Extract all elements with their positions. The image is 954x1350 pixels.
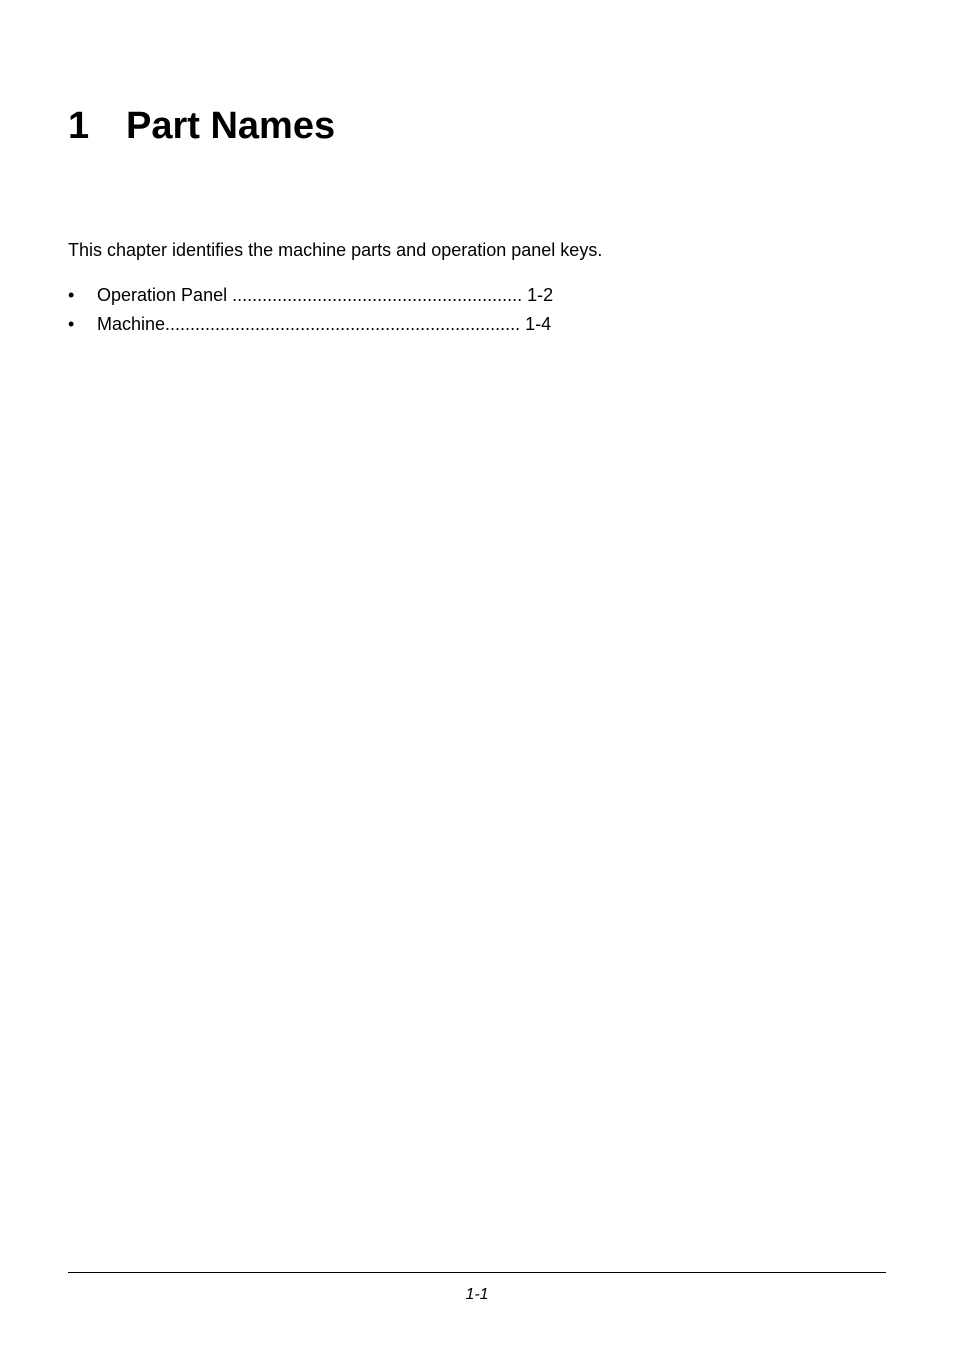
chapter-intro-text: This chapter identifies the machine parts and operation panel keys. (68, 240, 603, 260)
chapter-contents-list (68, 283, 553, 341)
toc-item-machine (68, 312, 553, 341)
bullet-icon: • (68, 314, 75, 334)
chapter-title: Part Names (126, 105, 336, 147)
bullet-icon: • (68, 285, 75, 305)
toc-link-machine[interactable]: Machine....................................................................... 1-4 (97, 314, 552, 334)
page-number: 1-1 (465, 1286, 489, 1303)
toc-link-operation-panel[interactable]: Operation Panel .......................................................... 1-2 (97, 285, 554, 305)
footer-divider (68, 1272, 886, 1273)
toc-item-operation-panel (68, 283, 553, 312)
chapter-number: 1 (68, 105, 90, 147)
chapter-heading (68, 100, 335, 152)
